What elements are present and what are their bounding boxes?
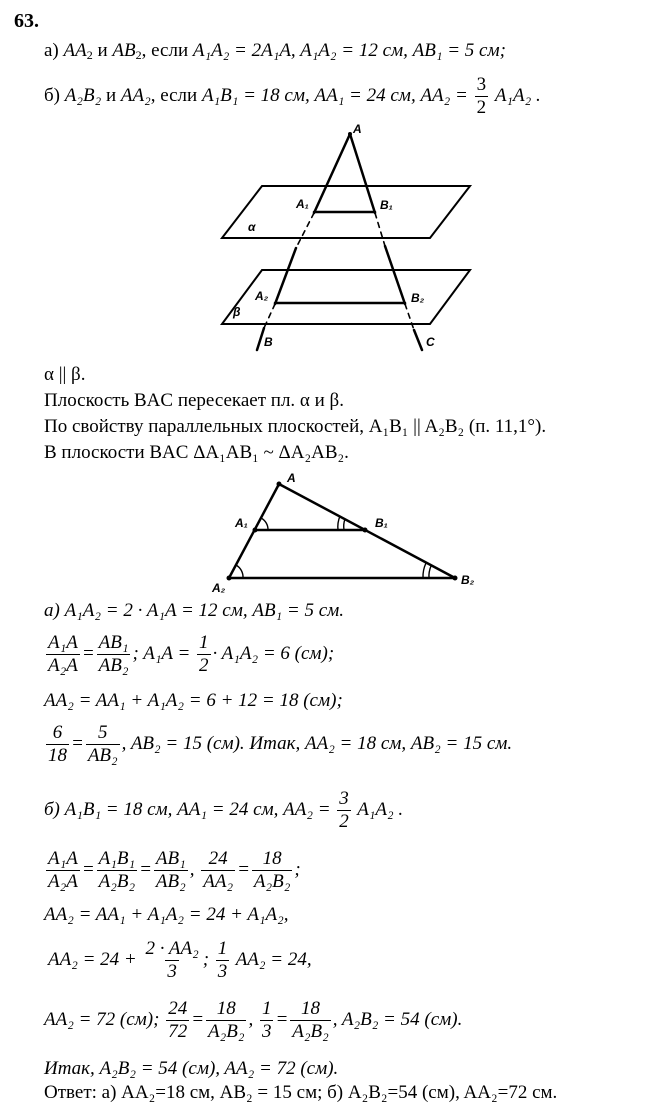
- solution-b-line1-start: б) A₁B₁ = 18 см, AA₁ = 24 см, AA₂ =: [44, 798, 331, 820]
- fraction-numerator: 1: [261, 998, 272, 1019]
- text-line4: В плоскости BAC ΔA₁AB₁ ~ ΔA₂AB₂.: [44, 442, 349, 463]
- condition-a-find2: AB: [112, 40, 136, 61]
- solution-b-fraction6: [143, 938, 200, 983]
- solution-b-fraction5: [252, 848, 292, 893]
- solution-b-fraction7: [216, 938, 230, 983]
- angle-mark-b1-outer: [338, 516, 340, 530]
- solution-a-line4-end: , AB₂ = 15 (см). Итак, AA₂ = 18 см, AB₂ = 15 см.: [121, 732, 513, 754]
- triangle-label-a2: A₂: [212, 581, 226, 595]
- figure-planes: [215, 122, 485, 358]
- condition-b-find1: A₂B₂: [64, 84, 102, 106]
- triangle-label-b1: B₁: [375, 516, 388, 530]
- fraction-denominator: 3: [167, 961, 177, 982]
- solution-b-fraction3: [154, 848, 188, 893]
- label-b2: B₂: [411, 291, 425, 305]
- fraction-denominator: A₂A: [48, 655, 78, 676]
- fraction-numerator: A₁A: [48, 848, 78, 869]
- solution-b-line1: [44, 788, 403, 833]
- point-a-dot: [348, 132, 352, 136]
- condition-b-if: , если: [150, 84, 198, 106]
- condition-b-relation-rhs: A₁A₂ .: [494, 84, 541, 106]
- label-b: B: [264, 335, 273, 349]
- equals-sign: =: [237, 858, 250, 880]
- solution-b-fraction8: [166, 998, 189, 1043]
- text-line2: Плоскость BAC пересекает пл. α и β.: [44, 390, 344, 411]
- fraction-numerator: 6: [52, 722, 63, 743]
- condition-b-marker: б): [44, 84, 60, 106]
- solution-b-line2: [44, 848, 301, 893]
- solution-a-fraction2: [97, 632, 131, 677]
- solution-b-line4: [48, 938, 312, 983]
- label-a: A: [353, 122, 362, 136]
- equals-sign: =: [81, 858, 95, 880]
- label-beta: β: [233, 305, 241, 319]
- solution-b-line5-end: , A₂B₂ = 54 (см).: [332, 1008, 463, 1030]
- fraction-denominator: 3: [261, 1021, 272, 1042]
- angle-mark-b1-inner: [344, 519, 345, 530]
- fraction-denominator: 2: [476, 97, 487, 118]
- fraction-numerator: A₁B₁: [98, 848, 136, 869]
- solution-a-fraction3: [197, 632, 211, 677]
- label-b1: B₁: [380, 198, 393, 212]
- solution-b-line4-end: AA₂ = 24,: [235, 948, 312, 970]
- fraction-denominator: 18: [48, 745, 67, 766]
- angle-mark-b2-outer: [423, 563, 426, 578]
- triangle-point-a: [277, 482, 282, 487]
- fraction-denominator: 2: [199, 655, 209, 676]
- solution-b-conclusion: Итак, A₂B₂ = 54 (см), AA₂ = 72 (см).: [44, 1058, 339, 1079]
- angle-mark-a2: [236, 565, 243, 578]
- triangle-point-b1: [363, 528, 368, 533]
- condition-a-given: A₁A₂ = 2A₁A, A₁A₂ = 12 см, AB₁ = 5 см;: [192, 40, 506, 61]
- condition-a-find2-sub: 2: [135, 48, 142, 62]
- semicolon: ;: [202, 948, 210, 970]
- solution-b-fraction11: [290, 998, 330, 1043]
- fraction-denominator: A₂B₂: [292, 1021, 329, 1042]
- label-a2: A₂: [255, 289, 269, 303]
- problem-number: 63.: [14, 10, 39, 32]
- solution-a-line3: AA₂ = AA₁ + A₁A₂ = 6 + 12 = 18 (см);: [44, 690, 343, 711]
- figure-triangles: [205, 468, 495, 596]
- fraction-denominator: AB₂: [87, 745, 118, 766]
- equals-sign: =: [81, 642, 95, 664]
- solution-b-fraction9: [206, 998, 246, 1043]
- fraction-numerator: 24: [168, 998, 188, 1019]
- equals-sign: =: [139, 858, 152, 880]
- triangle-point-b2: [453, 576, 458, 581]
- line-c-end: [414, 330, 422, 350]
- fraction-numerator: A₁A: [48, 632, 78, 653]
- condition-a-if: , если: [141, 40, 189, 61]
- solution-b-fraction4: [201, 848, 235, 893]
- label-a1: A₁: [296, 197, 309, 211]
- fraction-denominator: 3: [217, 961, 228, 982]
- solution-a-line2: [44, 632, 334, 677]
- fraction-denominator: AA₂: [203, 871, 234, 892]
- solution-b-line3: AA₂ = AA₁ + A₁A₂ = 24 + A₁A₂,: [44, 904, 289, 925]
- triangle-label-b2: B₂: [461, 573, 475, 587]
- text-line3: По свойству параллельных плоскостей, A₁B₁ || A₂B₂ (п. 11,1°).: [44, 416, 547, 437]
- triangle-point-a2: [227, 576, 232, 581]
- solution-b-fraction10: [260, 998, 274, 1043]
- condition-a-conj: и: [97, 40, 108, 61]
- comma: ,: [189, 858, 195, 880]
- equals-sign: =: [71, 732, 84, 754]
- final-answer: Ответ: а) AA₂=18 см, AB₂ = 15 см; б) A₂B₂=54 (см), AA₂=72 см.: [44, 1082, 558, 1103]
- fraction-denominator: 2: [339, 811, 349, 832]
- triangle-label-a1: A₁: [235, 516, 248, 530]
- fraction-numerator: 1: [199, 632, 209, 653]
- line-b-end: [257, 328, 264, 350]
- fraction-numerator: 3: [339, 788, 349, 809]
- label-alpha: α: [248, 220, 256, 234]
- fraction-numerator: 18: [216, 998, 236, 1019]
- solution-a-line2-mid: ; A₁A =: [132, 642, 191, 664]
- solution-b-fraction1: [46, 848, 80, 893]
- fraction-numerator: AB₁: [155, 848, 186, 869]
- solution-b-line5: [44, 998, 462, 1043]
- fraction-denominator: A₂B₂: [98, 871, 136, 892]
- solution-a-fraction5: [86, 722, 120, 767]
- solution-a-line1: а) A₁A₂ = 2 · A₁A = 12 см, AB₁ = 5 см.: [44, 600, 345, 621]
- condition-a-find1: AA: [63, 40, 87, 61]
- solution-a-line4: [44, 722, 512, 767]
- fraction-numerator: 5: [97, 722, 108, 743]
- comma: ,: [248, 1008, 254, 1030]
- equals-sign: =: [275, 1008, 289, 1030]
- fraction-denominator: AB₂: [155, 871, 186, 892]
- triangle-point-a1: [253, 528, 258, 533]
- condition-b-relation-lhs: AA₂ =: [420, 84, 468, 106]
- fraction-numerator: AB₁: [98, 632, 129, 653]
- solution-a-fraction4: [46, 722, 69, 767]
- solution-b-line5-start: AA₂ = 72 (см);: [44, 1008, 160, 1030]
- fraction-numerator: 2 · AA₂: [145, 938, 199, 959]
- condition-b-conj: и: [105, 84, 117, 106]
- solution-a-fraction1: [46, 632, 80, 677]
- fraction-numerator: 18: [301, 998, 320, 1019]
- angle-mark-b2-inner: [429, 566, 431, 578]
- fraction-denominator: 72: [168, 1021, 188, 1042]
- condition-b: [44, 74, 541, 119]
- condition-b-given: A₁B₁ = 18 см, AA₁ = 24 см,: [201, 84, 416, 106]
- condition-a: [44, 40, 506, 62]
- angle-mark-a1: [261, 518, 268, 530]
- equals-sign: =: [191, 1008, 205, 1030]
- fraction-numerator: 3: [476, 74, 487, 95]
- label-c: C: [426, 335, 435, 349]
- condition-b-find2: AA₂: [120, 84, 151, 106]
- fraction-denominator: A₂A: [48, 871, 78, 892]
- text-line1: α || β.: [44, 364, 86, 385]
- solution-a-line2-end: · A₁A₂ = 6 (см);: [212, 642, 335, 664]
- solution-b-line4-start: AA₂ = 24 +: [48, 948, 137, 970]
- fraction-numerator: 24: [208, 848, 228, 869]
- fraction-denominator: A₂B₂: [253, 871, 291, 892]
- semicolon: ;: [294, 858, 301, 880]
- fraction-denominator: AB₂: [98, 655, 129, 676]
- solution-b-line1-end: A₁A₂ .: [357, 798, 404, 820]
- condition-b-fraction: [475, 74, 489, 119]
- fraction-numerator: 18: [262, 848, 282, 869]
- fraction-numerator: 1: [217, 938, 228, 959]
- fraction-denominator: A₂B₂: [208, 1021, 245, 1042]
- solution-b-fraction0: [337, 788, 351, 833]
- solution-b-fraction2: [97, 848, 137, 893]
- condition-a-find1-sub: 2: [86, 48, 93, 62]
- condition-a-marker: а): [44, 40, 59, 61]
- triangle-label-a: A: [287, 471, 296, 485]
